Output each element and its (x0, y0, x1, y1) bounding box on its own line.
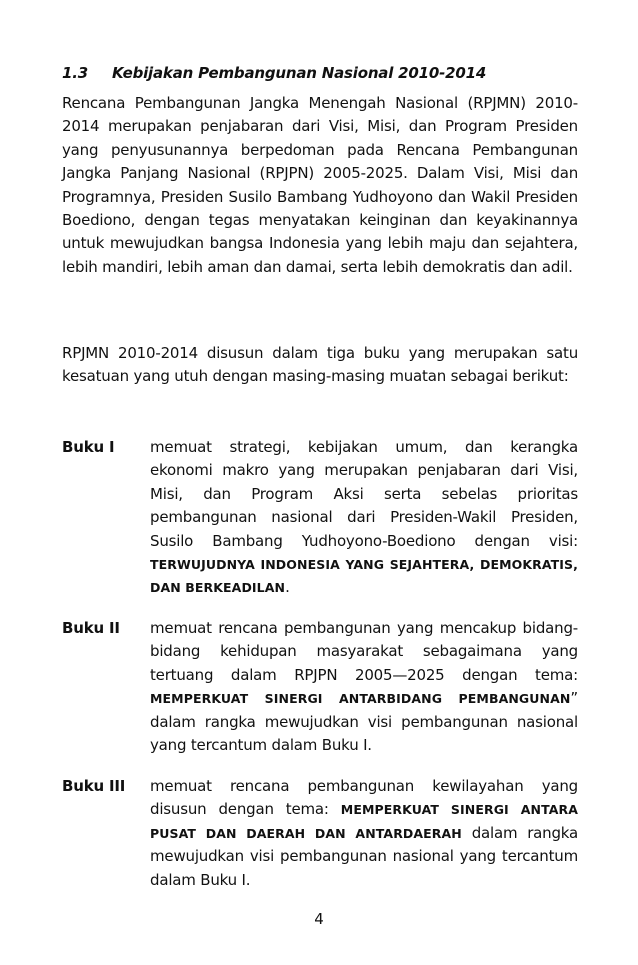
page-number: 4 (314, 910, 324, 928)
book-text: memuat strategi, kebijakan umum, dan kerangka ekonomi makro yang merupakan penjabaran dari Visi, Misi, dan Program Aksi serta sebelas prioritas pembangunan nasional dari Presiden-Wakil Presiden, Susilo Bambang Yudhoyono-Boediono dengan visi: (150, 438, 578, 550)
book-description (150, 775, 578, 892)
section-number: 1.3 (62, 64, 88, 82)
book-label: Buku III (62, 777, 126, 795)
book-entry-3 (62, 775, 578, 892)
section-heading (62, 64, 582, 82)
section-title: Kebijakan Pembangunan Nasional 2010-2014 (112, 64, 487, 82)
book-text: memuat rencana pembangunan yang mencakup bidang-bidang kehidupan masyarakat sebagaimana yang tertuang dalam RPJPN 2005—2025 dengan tema: (150, 619, 578, 684)
book-theme: MEMPERKUAT SINERGI ANTARBIDANG PEMBANGUNAN (150, 691, 571, 707)
book-text: memuat rencana pembangunan kewilayahan yang disusun dengan tema: (150, 777, 578, 819)
book-entry-2 (62, 617, 578, 757)
book-theme: TERWUJUDNYA INDONESIA YANG SEJAHTERA, DEMOKRATIS, DAN BERKEADILAN (150, 557, 578, 596)
book-entry-1 (62, 436, 578, 600)
book-description (150, 617, 578, 757)
book-theme: MEMPERKUAT SINERGI ANTARA PUSAT DAN DAERAH DAN ANTARDAERAH (150, 802, 578, 841)
book-label: Buku II (62, 619, 120, 637)
book-text-after: . (285, 578, 290, 597)
books-intro-paragraph: RPJMN 2010-2014 disusun dalam tiga buku yang merupakan satu kesatuan yang utuh dengan masing-masing muatan sebagai berikut: (62, 344, 578, 386)
book-description (150, 436, 578, 600)
book-label: Buku I (62, 438, 115, 456)
intro-paragraph: Rencana Pembangunan Jangka Menengah Nasional (RPJMN) 2010-2014 merupakan penjabaran dari Visi, Misi, dan Program Presiden yang penyusunannya berpedoman pada Rencana Pembangunan Jangka Panjang Nasional (RPJPN) 2005-2025. Dalam Visi, Misi dan Programnya, Presiden Susilo Bambang Yudhoyono dan Wakil Presiden Boediono, dengan tegas menyatakan keinginan dan keyakinannya untuk mewujudkan bangsa Indonesia yang lebih maju dan sejahtera, lebih mandiri, lebih aman dan damai, serta lebih demokratis dan adil. (62, 94, 578, 276)
book-text-after: dalam rangka mewujudkan visi pembangunan nasional yang tercantum dalam Buku I. (150, 823, 578, 889)
book-text-after: ” dalam rangka mewujudkan visi pembangunan nasional yang tercantum dalam Buku I. (150, 689, 578, 755)
